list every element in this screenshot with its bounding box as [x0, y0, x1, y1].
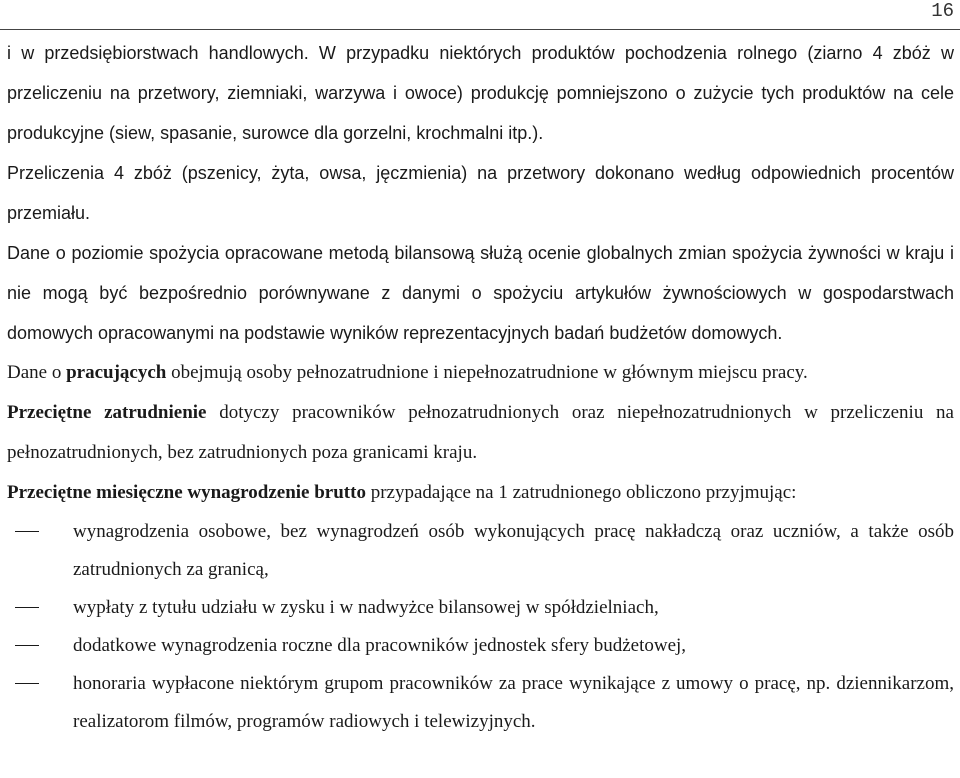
term-employed: pracujących	[66, 362, 167, 383]
paragraph-average-employment-after: dotyczy pracowników pełnozatrudnionych oraz niepełnozatrudnionych w przeliczeniu na pełnozatrudnionych, bez zatrudnionych poza granicami kraju.	[7, 402, 954, 463]
term-average-wage: Przeciętne miesięczne wynagrodzenie brutto	[7, 482, 366, 503]
list-item-text: wypłaty z tytułu udziału w zysku i w nadwyżce bilansowej w spółdzielniach,	[73, 597, 659, 618]
paragraph-production: i w przedsiębiorstwach handlowych. W przypadku niektórych produktów pochodzenia rolnego (ziarno 4 zbóż w przeliczeniu na przetwory, ziemniaki, warzywa i owoce) produkcję pomniejszono o zużycie tych produktów na cele produkcyjne (siew, spasanie, surowce dla gorzelni, krochmalni itp.).	[7, 43, 954, 143]
list-item	[7, 513, 954, 589]
paragraph-consumption-data: Dane o poziomie spożycia opracowane metodą bilansową służą ocenie globalnych zmian spożycia żywności w kraju i nie mogą być bezpośrednio porównywane z danymi o spożyciu artykułów żywnościowych w gospodarstwach domowych opracowanymi na podstawie wyników reprezentacyjnych badań budżetów domowych.	[7, 243, 954, 343]
list-item-text: honoraria wypłacone niektórym grupom pracowników za prace wynikające z umowy o pracę, np. dziennikarzom, realizatorom filmów, programów radiowych i telewizyjnych.	[73, 673, 954, 732]
document-body	[7, 33, 954, 741]
list-item-text: dodatkowe wynagrodzenia roczne dla pracowników jednostek sfery budżetowej,	[73, 635, 687, 656]
paragraph-average-wage	[7, 473, 954, 513]
paragraph-employed	[7, 353, 954, 393]
header-rule	[0, 29, 960, 30]
paragraph-average-wage-after: przypadające na 1 zatrudnionego obliczono przyjmując:	[365, 482, 797, 503]
dash-bullet-icon	[15, 645, 39, 646]
page-number: 16	[931, 0, 954, 22]
paragraph-employed-before: Dane o	[7, 362, 67, 383]
list-item	[7, 665, 954, 741]
wage-components-list	[7, 513, 954, 741]
paragraph-grain-conversion: Przeliczenia 4 zbóż (pszenicy, żyta, owsa, jęczmienia) na przetwory dokonano według odpowiednich procentów przemiału.	[7, 163, 954, 223]
list-item-text: wynagrodzenia osobowe, bez wynagrodzeń osób wykonujących pracę nakładczą oraz uczniów, a także osób zatrudnionych za granicą,	[73, 521, 954, 580]
paragraph-average-employment	[7, 393, 954, 473]
term-average-employment: Przeciętne zatrudnienie	[7, 402, 207, 423]
list-item	[7, 589, 954, 627]
paragraph-employed-after: obejmują osoby pełnozatrudnione i niepełnozatrudnione w głównym miejscu pracy.	[166, 362, 808, 383]
dash-bullet-icon	[15, 683, 39, 684]
list-item	[7, 627, 954, 665]
dash-bullet-icon	[15, 607, 39, 608]
dash-bullet-icon	[15, 531, 39, 532]
